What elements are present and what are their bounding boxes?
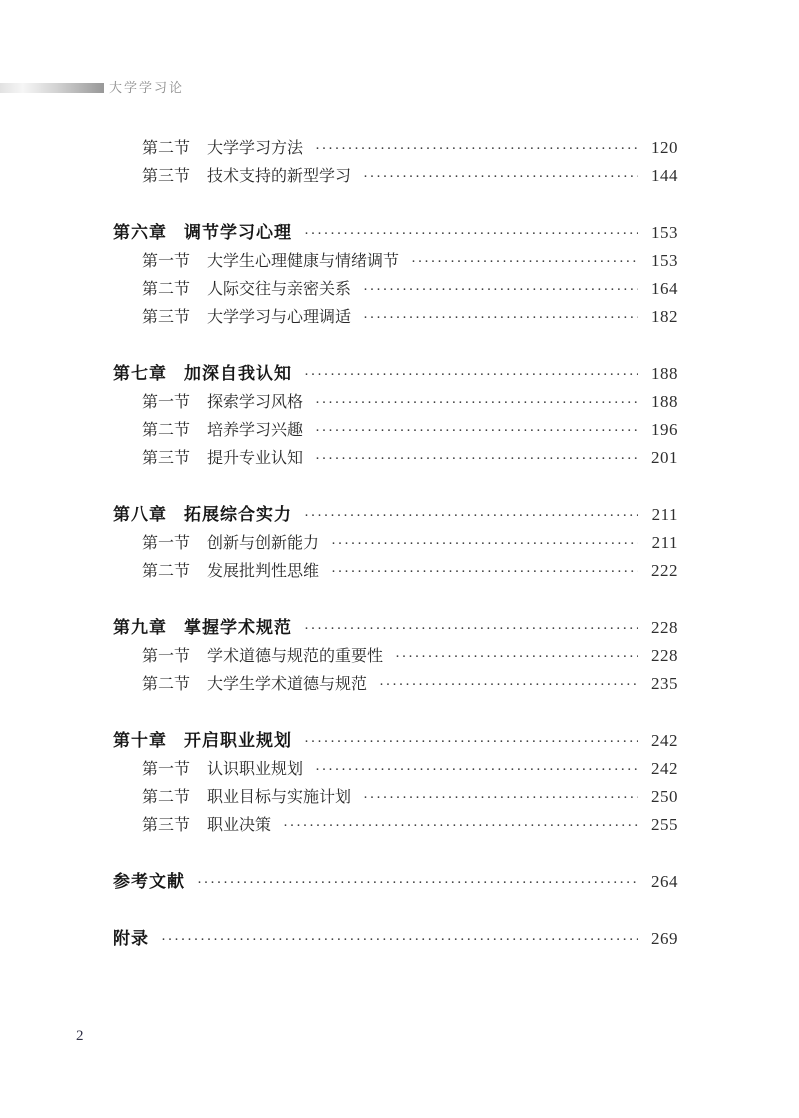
toc-entry-chapter [113, 360, 678, 388]
toc-entry-label: 第二节 [142, 140, 191, 157]
toc-entry-label: 第二节 [142, 281, 191, 298]
toc-entry-page-number: 182 [651, 307, 678, 326]
toc-entry-section [113, 275, 678, 303]
toc-entry-section [113, 134, 678, 162]
dot-leader [331, 558, 638, 586]
toc-entry-page-number: 255 [651, 815, 678, 834]
toc-entry-title: 掌握学术规范 [184, 618, 292, 637]
toc-entry-section [113, 557, 678, 585]
toc-entry-label: 第一节 [142, 761, 191, 778]
dot-leader [315, 389, 638, 417]
dot-leader [411, 248, 638, 276]
dot-leader [304, 361, 638, 389]
toc-entry-section [113, 755, 678, 783]
toc-entry-page-number: 188 [651, 392, 678, 411]
toc-entry-title: 培养学习兴趣 [207, 422, 304, 439]
dot-leader [304, 728, 638, 756]
toc-entry-title: 探索学习风格 [207, 394, 304, 411]
toc-entry-title: 拓展综合实力 [184, 505, 292, 524]
toc-entry-chapter [113, 501, 678, 529]
toc-entry-label: 第一节 [142, 535, 191, 552]
toc-list [113, 134, 678, 953]
toc-entry-page-number: 269 [651, 929, 678, 948]
header-gradient-bar [0, 83, 104, 93]
toc-entry-page-number: 201 [651, 448, 678, 467]
dot-leader [315, 445, 638, 473]
toc-entry-label: 第二节 [142, 422, 191, 439]
toc-entry-title: 人际交往与亲密关系 [207, 281, 352, 298]
toc-entry-page-number: 164 [651, 279, 678, 298]
toc-entry-title: 职业决策 [207, 817, 272, 834]
toc-entry-label: 第一节 [142, 648, 191, 665]
dot-leader [315, 756, 638, 784]
toc-entry-page-number: 153 [651, 251, 678, 270]
toc-entry-label: 第六章 [113, 223, 167, 242]
toc-entry-title: 加深自我认知 [184, 364, 292, 383]
toc-entry-label: 第九章 [113, 618, 167, 637]
toc-entry-chapter [113, 614, 678, 642]
dot-leader [304, 220, 638, 248]
toc-entry-label: 第一节 [142, 394, 191, 411]
toc-entry-label: 第二节 [142, 676, 191, 693]
dot-leader [197, 869, 638, 897]
dot-leader [363, 163, 638, 191]
toc-entry-section [113, 247, 678, 275]
dot-leader [363, 304, 638, 332]
running-header-book-title: 大学学习论 [109, 80, 185, 95]
toc-entry-label: 第十章 [113, 731, 167, 750]
toc-entry-page-number: 264 [651, 872, 678, 891]
dot-leader [304, 502, 638, 530]
toc-entry-page-number: 235 [651, 674, 678, 693]
toc-entry-page-number: 120 [651, 138, 678, 157]
toc-entry-title: 技术支持的新型学习 [207, 168, 352, 185]
dot-leader [379, 671, 638, 699]
dot-leader [331, 530, 638, 558]
toc-entry-title: 大学学习方法 [207, 140, 304, 157]
toc-entry-title: 提升专业认知 [207, 450, 304, 467]
toc-entry-section [113, 529, 678, 557]
toc-entry-section [113, 416, 678, 444]
dot-leader [363, 276, 638, 304]
dot-leader [363, 784, 638, 812]
toc-entry-title: 大学生心理健康与情绪调节 [207, 253, 400, 270]
toc-entry-label: 第二节 [142, 789, 191, 806]
toc-entry-page-number: 228 [651, 646, 678, 665]
dot-leader [395, 643, 638, 671]
toc-entry-title: 大学生学术道德与规范 [207, 676, 368, 693]
toc-entry-title: 附录 [113, 929, 149, 948]
dot-leader [315, 135, 638, 163]
toc-entry-page-number: 153 [651, 223, 678, 242]
toc-entry-label: 第三节 [142, 450, 191, 467]
toc-entry-chapter [113, 727, 678, 755]
dot-leader [283, 812, 638, 840]
dot-leader [315, 417, 638, 445]
toc-entry-label: 第三节 [142, 168, 191, 185]
toc-entry-title: 发展批判性思维 [207, 563, 320, 580]
toc-entry-title: 调节学习心理 [184, 223, 292, 242]
toc-entry-page-number: 222 [651, 561, 678, 580]
toc-entry-chapter [113, 219, 678, 247]
toc-entry-page-number: 228 [651, 618, 678, 637]
toc-entry-label: 第三节 [142, 817, 191, 834]
toc-entry-backmatter [113, 925, 678, 953]
toc-entry-page-number: 242 [651, 759, 678, 778]
toc-entry-label: 第二节 [142, 563, 191, 580]
toc-entry-backmatter [113, 868, 678, 896]
toc-entry-title: 开启职业规划 [184, 731, 292, 750]
toc-entry-title: 职业目标与实施计划 [207, 789, 352, 806]
toc-entry-section [113, 670, 678, 698]
toc-entry-section [113, 811, 678, 839]
toc-entry-page-number: 188 [651, 364, 678, 383]
toc-entry-title: 学术道德与规范的重要性 [207, 648, 384, 665]
toc-entry-section [113, 642, 678, 670]
toc-entry-title: 认识职业规划 [207, 761, 304, 778]
toc-entry-label: 第七章 [113, 364, 167, 383]
page-number: 2 [76, 1028, 84, 1044]
toc-entry-title: 参考文献 [113, 872, 185, 891]
dot-leader [161, 926, 638, 954]
toc-entry-title: 大学学习与心理调适 [207, 309, 352, 326]
toc-entry-page-number: 196 [651, 420, 678, 439]
toc-entry-label: 第一节 [142, 253, 191, 270]
toc-entry-section [113, 162, 678, 190]
toc-entry-label: 第八章 [113, 505, 167, 524]
toc-entry-page-number: 211 [651, 533, 678, 552]
dot-leader [304, 615, 638, 643]
toc-entry-page-number: 211 [651, 505, 678, 524]
toc-entry-section [113, 444, 678, 472]
toc-entry-section [113, 303, 678, 331]
toc-entry-title: 创新与创新能力 [207, 535, 320, 552]
toc-entry-page-number: 144 [651, 166, 678, 185]
toc-entry-page-number: 242 [651, 731, 678, 750]
toc-entry-label: 第三节 [142, 309, 191, 326]
toc-entry-section [113, 388, 678, 416]
toc-entry-page-number: 250 [651, 787, 678, 806]
toc-entry-section [113, 783, 678, 811]
